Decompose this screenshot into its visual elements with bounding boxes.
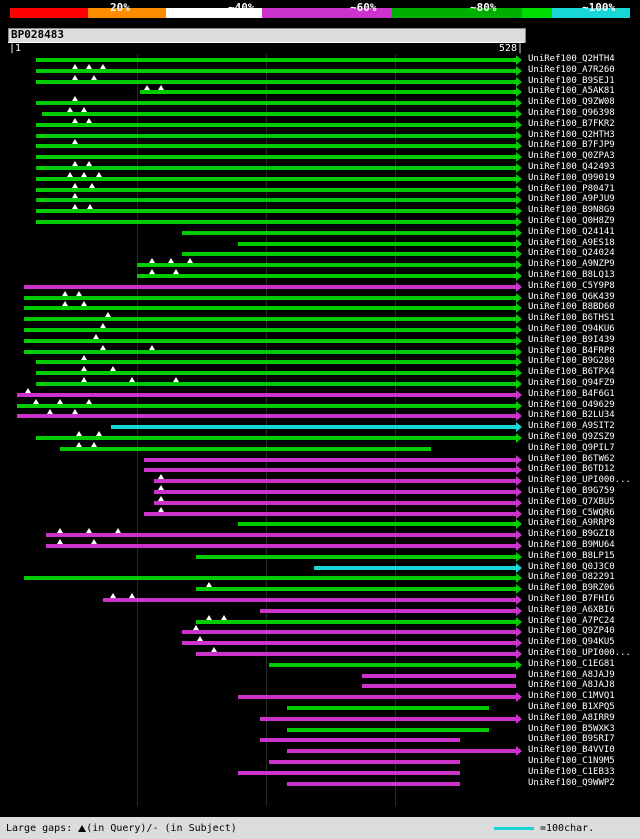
hit-label[interactable]: UniRef100_C5WQR6 xyxy=(528,507,615,518)
hsp-bar[interactable] xyxy=(154,501,516,505)
gap-marker xyxy=(72,409,78,414)
hsp-bar[interactable] xyxy=(182,630,516,634)
hit-label[interactable]: UniRef100_Q24024 xyxy=(528,248,615,259)
hsp-bar[interactable] xyxy=(154,479,516,483)
gap-marker xyxy=(206,615,212,620)
hit-label[interactable]: UniRef100_Q6K439 xyxy=(528,291,615,302)
hsp-bar[interactable] xyxy=(36,101,516,105)
hsp-bar[interactable] xyxy=(140,90,516,94)
gap-marker xyxy=(197,636,203,641)
hit-label[interactable]: UniRef100_Q2HTH4 xyxy=(528,54,615,64)
gap-marker xyxy=(62,291,68,296)
gap-marker xyxy=(100,323,106,328)
hit-label[interactable]: UniRef100_B8LP15 xyxy=(528,550,615,561)
gap-marker xyxy=(173,269,179,274)
hsp-bar[interactable] xyxy=(238,522,516,526)
hsp-bar[interactable] xyxy=(111,425,516,429)
gap-marker xyxy=(144,85,150,90)
gap-marker xyxy=(206,582,212,587)
hit-label[interactable]: UniRef100_Q9PIL7 xyxy=(528,442,615,453)
gap-marker xyxy=(193,625,199,630)
hsp-bar[interactable] xyxy=(196,620,516,624)
hit-label[interactable]: UniRef100_B9I439 xyxy=(528,334,615,345)
hsp-bar[interactable] xyxy=(36,382,516,386)
hit-label[interactable]: UniRef100_Q2HTH3 xyxy=(528,129,615,140)
hit-label[interactable]: UniRef100_B9SRI7 xyxy=(528,734,615,745)
gap-marker xyxy=(158,507,164,512)
hsp-bar[interactable] xyxy=(24,285,516,289)
gap-note-suffix: (in Query)/- (in Subject) xyxy=(86,823,237,834)
legend-color-bar xyxy=(10,8,630,18)
hsp-bar[interactable] xyxy=(154,490,516,494)
hsp-bar[interactable] xyxy=(36,69,516,73)
hsp-bar[interactable] xyxy=(144,458,516,462)
gap-marker xyxy=(72,139,78,144)
gap-marker xyxy=(110,366,116,371)
gap-marker xyxy=(129,377,135,382)
gap-marker xyxy=(168,258,174,263)
hit-label[interactable]: UniRef100_B4VVI0 xyxy=(528,745,615,756)
gap-marker xyxy=(86,64,92,69)
hit-label[interactable]: UniRef100_O82291 xyxy=(528,572,615,583)
hit-label[interactable]: UniRef100_Q7XBU5 xyxy=(528,496,615,507)
hsp-bar[interactable] xyxy=(36,134,516,138)
gap-marker xyxy=(187,258,193,263)
hit-label[interactable]: UniRef100_C1EG81 xyxy=(528,658,615,669)
hsp-bar[interactable] xyxy=(260,717,516,721)
hsp-bar[interactable] xyxy=(36,371,516,375)
gap-marker xyxy=(105,312,111,317)
hit-label[interactable]: UniRef100_Q94KU6 xyxy=(528,324,615,334)
gap-marker xyxy=(129,593,135,598)
gap-marker xyxy=(72,183,78,188)
gap-note-prefix: Large gaps: xyxy=(6,823,79,834)
gap-marker xyxy=(86,528,92,533)
hsp-bar[interactable] xyxy=(182,252,516,256)
hit-label[interactable]: UniRef100_B1XPQ5 xyxy=(528,702,615,712)
hit-label[interactable]: UniRef100_A8IRR9 xyxy=(528,712,615,723)
hsp-bar[interactable] xyxy=(36,155,516,159)
hsp-bar[interactable] xyxy=(182,641,516,645)
hsp-bar[interactable] xyxy=(36,177,516,181)
hsp-bar[interactable] xyxy=(260,609,516,613)
query-ruler xyxy=(8,42,524,54)
hit-label[interactable]: UniRef100_B9N8G9 xyxy=(528,205,615,216)
hit-label[interactable]: UniRef100_A9ES18 xyxy=(528,237,615,248)
hit-label[interactable]: UniRef100_Q9ZW08 xyxy=(528,97,615,108)
hit-label[interactable]: UniRef100_A9PJU9 xyxy=(528,194,615,205)
gap-marker xyxy=(115,528,121,533)
gap-marker xyxy=(81,172,87,177)
hsp-bar[interactable] xyxy=(36,220,516,224)
hsp-bar[interactable] xyxy=(36,188,516,192)
hsp-bar[interactable] xyxy=(36,80,516,84)
hsp-bar[interactable] xyxy=(196,555,516,559)
hsp-bar[interactable] xyxy=(17,404,516,408)
hit-label[interactable]: UniRef100_A7R260 xyxy=(528,64,615,75)
hit-label[interactable]: UniRef100_UPI000... xyxy=(528,475,631,486)
gap-marker xyxy=(72,204,78,209)
gap-marker xyxy=(86,399,92,404)
hit-label[interactable]: UniRef100_Q96398 xyxy=(528,108,615,118)
hsp-bar[interactable] xyxy=(196,652,516,656)
gap-marker xyxy=(86,161,92,166)
hsp-bar[interactable] xyxy=(144,512,516,516)
hsp-bar[interactable] xyxy=(137,274,516,278)
hit-label[interactable]: UniRef100_Q94FZ9 xyxy=(528,378,615,388)
hsp-bar[interactable] xyxy=(24,350,516,354)
ruler-end-tick: 528| xyxy=(498,43,523,54)
scale-bar xyxy=(494,827,534,830)
hit-label[interactable]: UniRef100_A5AK81 xyxy=(528,86,615,97)
gap-marker xyxy=(211,647,217,652)
gap-marker xyxy=(100,64,106,69)
hit-label[interactable]: UniRef100_B4F6G1 xyxy=(528,388,615,399)
gap-marker xyxy=(76,442,82,447)
hit-label[interactable]: UniRef100_B9MU64 xyxy=(528,540,615,550)
hit-label[interactable]: UniRef100_P80471 xyxy=(528,183,615,194)
hsp-bar[interactable] xyxy=(24,306,516,310)
hsp-bar[interactable] xyxy=(362,684,516,688)
hit-label[interactable]: UniRef100_B6TPX4 xyxy=(528,367,615,378)
hit-label[interactable]: UniRef100_B9G280 xyxy=(528,356,615,367)
hsp-bar[interactable] xyxy=(36,123,516,127)
hit-label[interactable]: UniRef100_B5WXK3 xyxy=(528,723,615,734)
hsp-bar[interactable] xyxy=(196,587,516,591)
hsp-bar[interactable] xyxy=(17,414,516,418)
gap-marker xyxy=(158,85,164,90)
scale-label: =100char. xyxy=(540,823,595,834)
hit-label[interactable]: UniRef100_Q9WWP2 xyxy=(528,777,615,788)
hit-label[interactable]: UniRef100_C1EB33 xyxy=(528,766,615,777)
hit-label[interactable]: UniRef100_Q0J3C0 xyxy=(528,561,615,572)
hsp-bar[interactable] xyxy=(60,447,431,451)
hit-label[interactable]: UniRef100_B9GZI8 xyxy=(528,529,615,540)
hsp-bar[interactable] xyxy=(36,198,516,202)
query-id: BP028483 xyxy=(11,28,64,41)
hit-label[interactable]: UniRef100_A7PC24 xyxy=(528,615,615,626)
legend-label: ~40% xyxy=(228,1,255,14)
hsp-bar[interactable] xyxy=(287,728,489,732)
hit-label[interactable]: UniRef100_A9RRP8 xyxy=(528,518,615,529)
gap-marker xyxy=(96,431,102,436)
hsp-bar[interactable] xyxy=(24,296,516,300)
gap-marker xyxy=(81,301,87,306)
gap-marker xyxy=(67,107,73,112)
footer-legend xyxy=(0,817,640,839)
hsp-bar[interactable] xyxy=(238,695,516,699)
gap-marker xyxy=(33,399,39,404)
legend-label: 20% xyxy=(110,1,130,14)
gap-marker xyxy=(100,345,106,350)
gap-marker xyxy=(81,355,87,360)
hit-label[interactable]: UniRef100_Q42493 xyxy=(528,162,615,172)
gap-marker xyxy=(149,269,155,274)
hsp-bar[interactable] xyxy=(260,738,460,742)
legend-segment xyxy=(522,8,552,18)
hsp-bar[interactable] xyxy=(17,393,516,397)
gap-marker xyxy=(149,258,155,263)
hsp-bar[interactable] xyxy=(269,760,460,764)
gap-marker xyxy=(72,75,78,80)
hit-label[interactable]: UniRef100_C1MVQ1 xyxy=(528,691,615,702)
gap-marker xyxy=(72,193,78,198)
hsp-bar[interactable] xyxy=(137,263,516,267)
hsp-bar[interactable] xyxy=(287,706,489,710)
hit-label[interactable]: UniRef100_B6TW62 xyxy=(528,453,615,464)
hsp-bar[interactable] xyxy=(46,544,516,548)
hsp-bar[interactable] xyxy=(269,663,516,667)
hit-label[interactable]: UniRef100_B8BD60 xyxy=(528,302,615,313)
hit-label[interactable]: UniRef100_Q9ZP40 xyxy=(528,626,615,637)
hit-label[interactable]: UniRef100_O49629 xyxy=(528,399,615,410)
hsp-bar[interactable] xyxy=(24,317,516,321)
gap-marker xyxy=(47,409,53,414)
gap-marker xyxy=(86,118,92,123)
hit-label[interactable]: UniRef100_B7FJP9 xyxy=(528,140,615,151)
gap-marker xyxy=(72,64,78,69)
hit-label[interactable]: UniRef100_Q0ZPA3 xyxy=(528,151,615,162)
hit-plot xyxy=(8,54,524,806)
hit-label[interactable]: UniRef100_A8JAJ8 xyxy=(528,680,615,691)
gap-marker xyxy=(91,75,97,80)
hsp-bar[interactable] xyxy=(36,436,516,440)
hit-row[interactable] xyxy=(8,778,524,791)
hit-label[interactable]: UniRef100_B9SEJ1 xyxy=(528,75,615,86)
hsp-bar[interactable] xyxy=(182,231,516,235)
gap-marker xyxy=(81,107,87,112)
gap-marker xyxy=(72,118,78,123)
hit-label[interactable]: UniRef100_B4FRP8 xyxy=(528,345,615,356)
hsp-bar[interactable] xyxy=(238,771,460,775)
hit-label[interactable]: UniRef100_C5Y9P8 xyxy=(528,280,615,291)
gap-marker xyxy=(76,431,82,436)
gap-marker xyxy=(110,593,116,598)
gap-marker xyxy=(57,399,63,404)
hsp-bar[interactable] xyxy=(24,328,516,332)
gap-marker xyxy=(91,539,97,544)
hit-label[interactable]: UniRef100_UPI000... xyxy=(528,648,631,658)
hsp-bar[interactable] xyxy=(24,339,516,343)
hit-label[interactable]: UniRef100_B2LU34 xyxy=(528,410,615,421)
gap-marker xyxy=(96,172,102,177)
legend-label: ~100% xyxy=(582,1,616,14)
hsp-bar[interactable] xyxy=(42,112,516,116)
gap-marker xyxy=(76,291,82,296)
hsp-bar[interactable] xyxy=(36,360,516,364)
hit-label[interactable]: UniRef100_Q0H8Z9 xyxy=(528,216,615,226)
gap-marker xyxy=(221,615,227,620)
gap-marker xyxy=(158,496,164,501)
footer-note xyxy=(6,823,237,834)
gap-marker xyxy=(87,204,93,209)
hit-label[interactable]: UniRef100_A6XBI6 xyxy=(528,604,615,615)
hsp-bar[interactable] xyxy=(238,242,516,246)
gap-marker xyxy=(91,442,97,447)
hit-label[interactable]: UniRef100_B8LQ13 xyxy=(528,270,615,280)
identity-legend xyxy=(0,0,640,26)
gap-marker xyxy=(173,377,179,382)
gap-marker xyxy=(72,96,78,101)
gap-marker xyxy=(93,334,99,339)
legend-label: ~60% xyxy=(350,1,377,14)
hit-label[interactable]: UniRef100_A9NZP9 xyxy=(528,259,615,270)
hsp-bar[interactable] xyxy=(362,674,516,678)
hsp-bar[interactable] xyxy=(103,598,516,602)
hsp-bar[interactable] xyxy=(36,209,516,213)
query-sequence-bar xyxy=(8,28,526,43)
gap-marker xyxy=(57,539,63,544)
hit-label[interactable]: UniRef100_Q9ZSZ9 xyxy=(528,432,615,442)
hsp-bar[interactable] xyxy=(144,468,516,472)
legend-label: ~80% xyxy=(470,1,497,14)
hsp-bar[interactable] xyxy=(287,782,460,786)
hit-label[interactable]: UniRef100_A8JAJ9 xyxy=(528,669,615,680)
hit-label[interactable]: UniRef100_B9G759 xyxy=(528,486,615,496)
legend-segment xyxy=(392,8,522,18)
gap-marker xyxy=(67,172,73,177)
hit-label[interactable]: UniRef100_B6TD12 xyxy=(528,464,615,475)
hit-label[interactable]: UniRef100_B9RZ06 xyxy=(528,583,615,594)
hsp-bar[interactable] xyxy=(36,166,516,170)
gap-marker xyxy=(57,528,63,533)
hit-label[interactable]: UniRef100_B6THS1 xyxy=(528,313,615,324)
gap-marker xyxy=(81,366,87,371)
hit-label[interactable]: UniRef100_Q24141 xyxy=(528,226,615,237)
gap-marker xyxy=(149,345,155,350)
gap-marker xyxy=(158,474,164,479)
hit-label[interactable]: UniRef100_Q99019 xyxy=(528,172,615,183)
legend-segment xyxy=(10,8,88,18)
gap-marker xyxy=(89,183,95,188)
hit-label[interactable]: UniRef100_B7FKR2 xyxy=(528,118,615,129)
hit-label[interactable]: UniRef100_Q94KU5 xyxy=(528,637,615,648)
gap-marker xyxy=(72,161,78,166)
gap-marker xyxy=(62,301,68,306)
hit-label[interactable]: UniRef100_B7FHI6 xyxy=(528,594,615,604)
hit-label[interactable]: UniRef100_A9SIT2 xyxy=(528,421,615,432)
hsp-bar[interactable] xyxy=(36,144,516,148)
hsp-bar[interactable] xyxy=(36,58,516,62)
hsp-bar[interactable] xyxy=(314,566,516,570)
gap-marker xyxy=(158,485,164,490)
gap-marker xyxy=(81,377,87,382)
ruler-start-tick: |1 xyxy=(9,43,22,54)
hsp-bar[interactable] xyxy=(46,533,516,537)
hit-label[interactable]: UniRef100_C1N9M5 xyxy=(528,756,615,766)
gap-marker xyxy=(25,388,31,393)
hsp-bar[interactable] xyxy=(287,749,516,753)
hsp-bar[interactable] xyxy=(24,576,516,580)
